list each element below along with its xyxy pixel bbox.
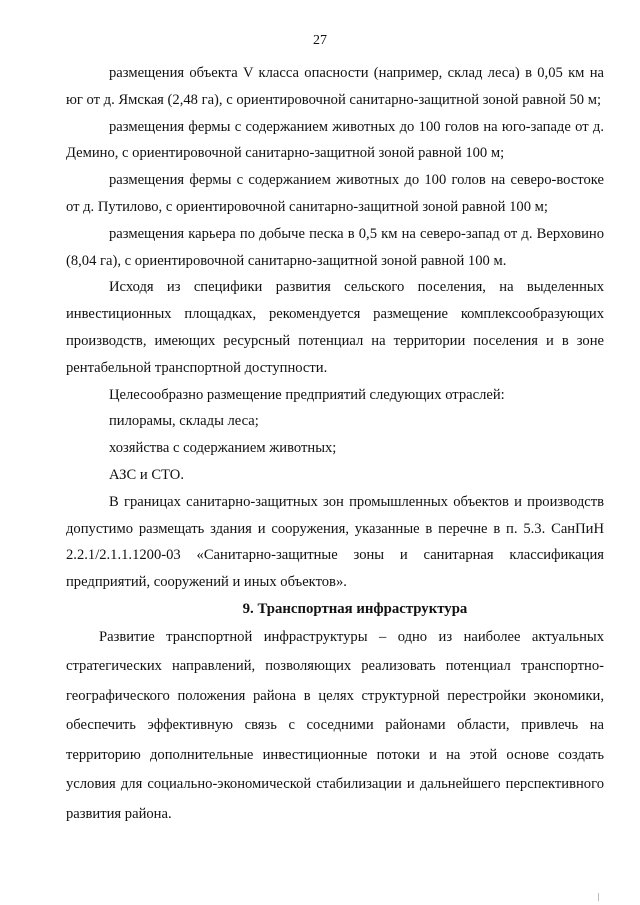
paragraph-investment: Исходя из специфики развития сельского поселения, на выделенных инвестиционных площадках, рекомендуется размещение комплексообразующих производств, имеющих ресурсный потенциал на территории поселения и в зоне рентабельной транспортной доступности. [66, 279, 604, 376]
paragraph-sanitary-zones: В границах санитарно-защитных зон промышленных объектов и производств допустимо размещать здания и сооружения, указанные в перечне в п. 5.3. СанПиН 2.2.1/2.1.1.1200-03 «Санитарно-защитные зоны и санитарная классификация предприятий, сооружений и иных объектов». [66, 493, 604, 591]
paragraph-farm-demino: размещения фермы с содержанием животных до 100 голов на юго-западе от д. Демино, с ориентировочной санитарно-защитной зоной равной 100 м; [66, 118, 604, 162]
page-number: 27 [313, 33, 327, 48]
document-body [66, 60, 604, 829]
paragraph-quarry: размещения карьера по добыче песка в 0,5 км на северо-запад от д. Верховино (8,04 га), с ориентировочной санитарно-защитной зоной равной 100 м. [66, 225, 604, 269]
paragraph-farm-putilovo: размещения фермы с содержанием животных до 100 голов на северо-востоке от д. Путилово, с ориентировочной санитарно-защитной зоной равной 100 м; [66, 172, 604, 215]
list-item-livestock: хозяйства с содержанием животных; [109, 440, 337, 457]
paragraph-industries-intro: Целесообразно размещение предприятий следующих отраслей: [109, 386, 505, 403]
paragraph-warehouse: размещения объекта V класса опасности (например, склад леса) в 0,05 км на юг от д. Ямская (2,48 га), с ориентировочной санитарно-защитной зоной равной 50 м; [66, 65, 604, 108]
list-item-gas-stations: АЗС и СТО. [109, 466, 184, 483]
list-item-sawmills: пилорамы, склады леса; [109, 413, 259, 430]
paragraph-transport: Развитие транспортной инфраструктуры – одно из наиболее актуальных стратегических направлений, позволяющих реализовать потенциал транспортно-географического положения района в целях структурной перестройки экономики, обеспечить эффективную связь с соседними районами области, привлечь на территорию дополнительные инвестиционные потоки и на этой основе создать условия для социально-экономической стабилизации и дальнейшего перспективного развития района. [66, 628, 604, 822]
scan-mark [598, 893, 599, 901]
section-heading: 9. Транспортная инфраструктура [242, 600, 468, 617]
